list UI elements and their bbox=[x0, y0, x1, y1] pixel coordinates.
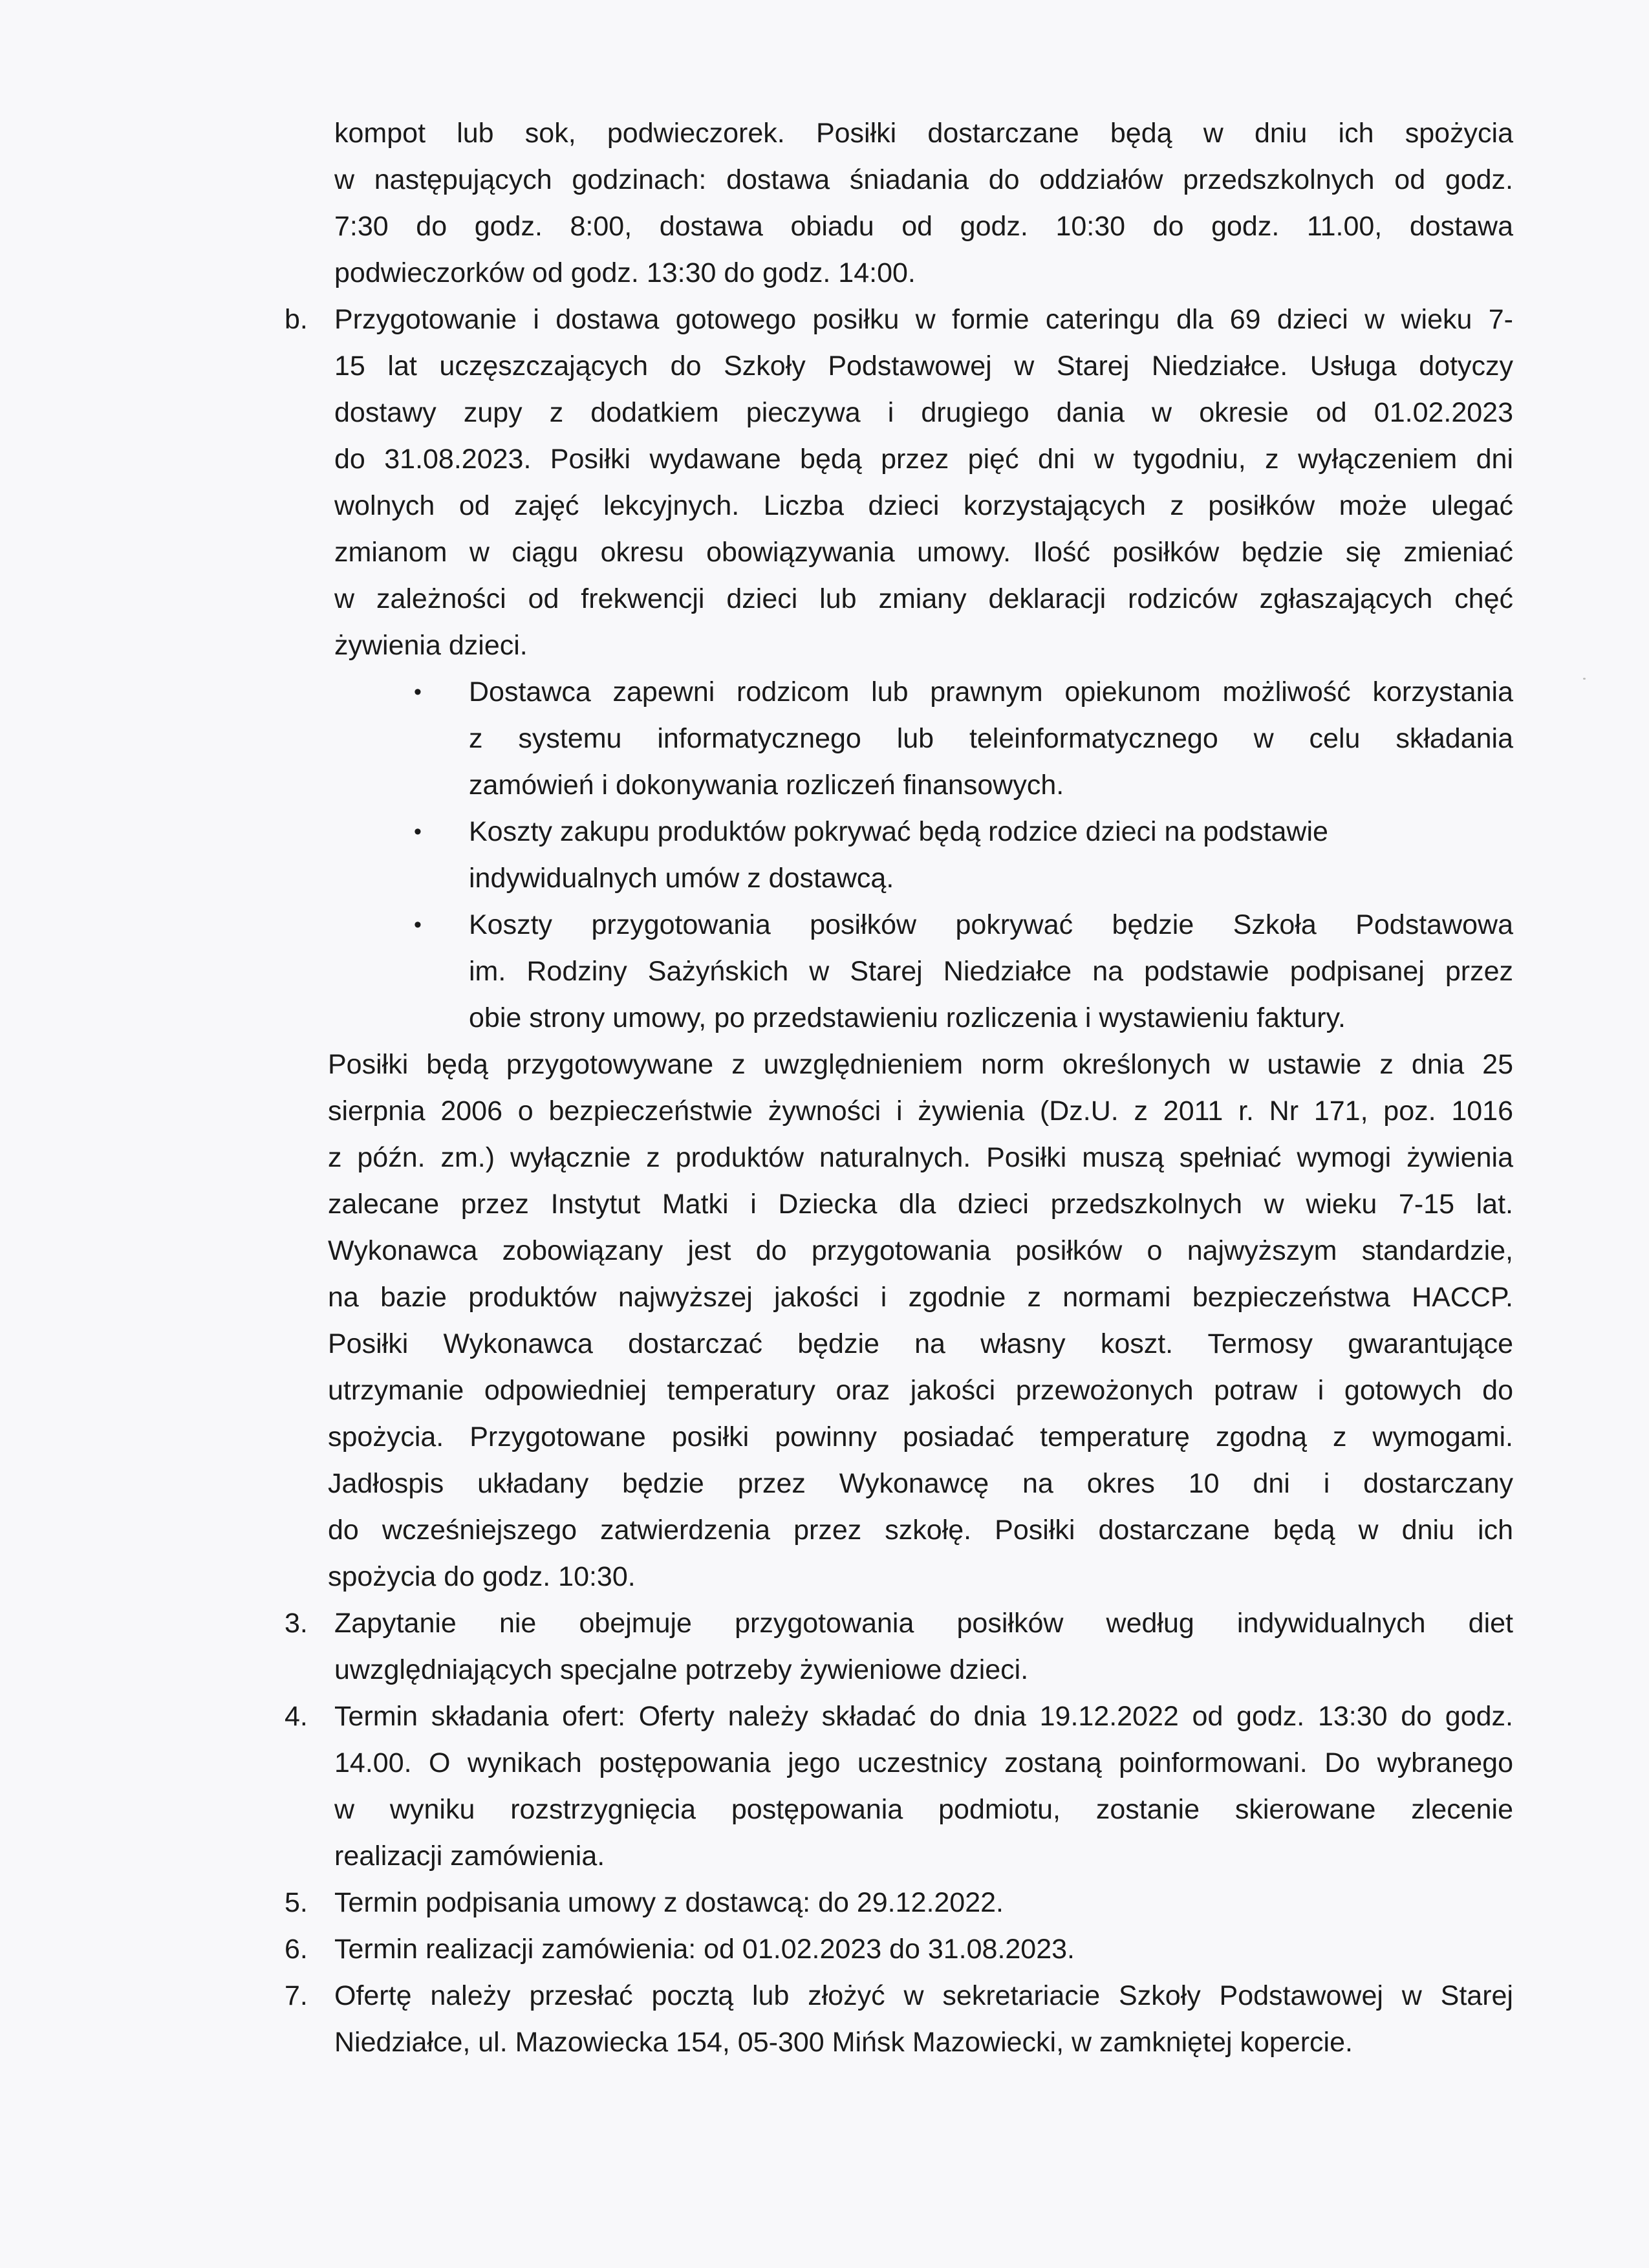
item-b-line: w zależności od frekwencji dzieci lub zmiany deklaracji rodziców zgłaszających chęć bbox=[334, 583, 1513, 614]
item-b-line: Przygotowanie i dostawa gotowego posiłku w formie cateringu dla 69 dzieci w wieku 7- bbox=[334, 304, 1513, 335]
bullet-line: im. Rodziny Sażyńskich w Starej Niedziałce na podstawie podpisanej przez bbox=[469, 956, 1513, 987]
bullet-item bbox=[414, 808, 1513, 902]
item-b-line: do 31.08.2023. Posiłki wydawane będą przez pięć dni w tygodniu, z wyłączeniem dni bbox=[334, 444, 1513, 475]
list-item-b bbox=[285, 296, 1513, 669]
list-marker: 6. bbox=[285, 1934, 308, 1965]
list-marker: 5. bbox=[285, 1887, 308, 1918]
list-item-7 bbox=[285, 1972, 1513, 2066]
item-line: Niedziałce, ul. Mazowiecka 154, 05-300 Mińsk Mazowiecki, w zamkniętej kopercie. bbox=[334, 2027, 1353, 2058]
item-line: Ofertę należy przesłać pocztą lub złożyć w sekretariacie Szkoły Podstawowej w Starej bbox=[334, 1980, 1513, 2011]
paragraph-line: sierpnia 2006 o bezpieczeństwie żywności i żywienia (Dz.U. z 2011 r. Nr 171, poz. 1016 bbox=[328, 1096, 1513, 1127]
paragraph-line: spożycia. Przygotowane posiłki powinny posiadać temperaturę zgodną z wymogami. bbox=[328, 1421, 1513, 1453]
intro-line: 7:30 do godz. 8:00, dostawa obiadu od godz. 10:30 do godz. 11.00, dostawa bbox=[334, 211, 1513, 242]
item-line: Termin podpisania umowy z dostawcą: do 29.12.2022. bbox=[334, 1887, 1004, 1918]
bullet-icon: • bbox=[414, 819, 422, 844]
item-line: uwzględniających specjalne potrzeby żywieniowe dzieci. bbox=[334, 1654, 1029, 1685]
bullet-line: obie strony umowy, po przedstawieniu rozliczenia i wystawieniu faktury. bbox=[469, 1002, 1346, 1033]
bullet-line: indywidualnych umów z dostawcą. bbox=[469, 863, 894, 894]
paragraph-line: spożycia do godz. 10:30. bbox=[328, 1561, 636, 1592]
item-b-line: zmianom w ciągu okresu obowiązywania umowy. Ilość posiłków będzie się zmieniać bbox=[334, 537, 1513, 568]
list-marker: 4. bbox=[285, 1701, 308, 1732]
document-body bbox=[285, 110, 1513, 2066]
bullet-item bbox=[414, 669, 1513, 808]
scan-speck bbox=[1583, 678, 1586, 680]
bullet-line: z systemu informatycznego lub teleinformatycznego w celu składania bbox=[469, 723, 1513, 754]
paragraph-line: na bazie produktów najwyższej jakości i zgodnie z normami bezpieczeństwa HACCP. bbox=[328, 1282, 1513, 1313]
bullet-list bbox=[414, 669, 1513, 1041]
intro-paragraph bbox=[285, 110, 1513, 296]
paragraph-line: zalecane przez Instytut Matki i Dziecka dla dzieci przedszkolnych w wieku 7-15 lat. bbox=[328, 1189, 1513, 1220]
item-b-line: dostawy zupy z dodatkiem pieczywa i drugiego dania w okresie od 01.02.2023 bbox=[334, 397, 1513, 428]
item-b-line: wolnych od zajęć lekcyjnych. Liczba dzieci korzystających z posiłków może ulegać bbox=[334, 490, 1513, 521]
item-line: realizacji zamówienia. bbox=[334, 1841, 605, 1872]
item-line: 14.00. O wynikach postępowania jego uczestnicy zostaną poinformowani. Do wybranego bbox=[334, 1747, 1513, 1778]
item-line: Termin realizacji zamówienia: od 01.02.2023 do 31.08.2023. bbox=[334, 1934, 1075, 1965]
bullet-icon: • bbox=[414, 913, 422, 937]
list-item-6 bbox=[285, 1926, 1513, 1972]
bullet-line: Dostawca zapewni rodzicom lub prawnym opiekunom możliwość korzystania bbox=[469, 676, 1513, 707]
list-marker: b. bbox=[285, 304, 308, 335]
bullet-line: zamówień i dokonywania rozliczeń finansowych. bbox=[469, 770, 1064, 801]
intro-line: kompot lub sok, podwieczorek. Posiłki dostarczane będą w dniu ich spożycia bbox=[334, 118, 1513, 149]
bullet-line: Koszty przygotowania posiłków pokrywać będzie Szkoła Podstawowa bbox=[469, 909, 1513, 940]
paragraph-line: do wcześniejszego zatwierdzenia przez szkołę. Posiłki dostarczane będą w dniu ich bbox=[328, 1515, 1513, 1546]
item-line: Zapytanie nie obejmuje przygotowania posiłków według indywidualnych diet bbox=[334, 1608, 1513, 1639]
item-b-line: 15 lat uczęszczających do Szkoły Podstawowej w Starej Niedziałce. Usługa dotyczy bbox=[334, 351, 1513, 382]
list-marker: 7. bbox=[285, 1980, 308, 2011]
item-line: Termin składania ofert: Oferty należy składać do dnia 19.12.2022 od godz. 13:30 do godz. bbox=[334, 1701, 1513, 1732]
item-b-line: żywienia dzieci. bbox=[334, 630, 528, 661]
meals-paragraph bbox=[281, 1041, 1513, 1600]
intro-line: w następujących godzinach: dostawa śniadania do oddziałów przedszkolnych od godz. bbox=[334, 164, 1513, 195]
paragraph-line: Posiłki będą przygotowywane z uwzględnieniem norm określonych w ustawie z dnia 25 bbox=[328, 1049, 1513, 1080]
list-marker: 3. bbox=[285, 1608, 308, 1639]
paragraph-line: Wykonawca zobowiązany jest do przygotowania posiłków o najwyższym standardzie, bbox=[328, 1235, 1513, 1266]
list-item-4 bbox=[285, 1693, 1513, 1879]
bullet-line: Koszty zakupu produktów pokrywać będą rodzice dzieci na podstawie bbox=[469, 816, 1328, 847]
bullet-item bbox=[414, 902, 1513, 1041]
list-item-5 bbox=[285, 1879, 1513, 1926]
item-line: w wyniku rozstrzygnięcia postępowania podmiotu, zostanie skierowane zlecenie bbox=[334, 1794, 1513, 1825]
list-item-3 bbox=[285, 1600, 1513, 1693]
paragraph-line: z późn. zm.) wyłącznie z produktów naturalnych. Posiłki muszą spełniać wymogi żywienia bbox=[328, 1142, 1513, 1173]
paragraph-line: Jadłospis układany będzie przez Wykonawcę na okres 10 dni i dostarczany bbox=[328, 1468, 1513, 1499]
bullet-icon: • bbox=[414, 680, 422, 704]
intro-line: podwieczorków od godz. 13:30 do godz. 14:00. bbox=[334, 257, 916, 288]
paragraph-line: utrzymanie odpowiedniej temperatury oraz jakości przewożonych potraw i gotowych do bbox=[328, 1375, 1513, 1406]
paragraph-line: Posiłki Wykonawca dostarczać będzie na własny koszt. Termosy gwarantujące bbox=[328, 1328, 1513, 1359]
